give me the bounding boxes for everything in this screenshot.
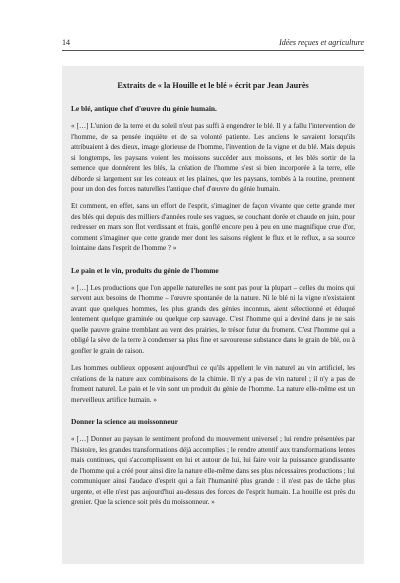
- section-heading-ble: Le blé, antique chef d'œuvre du génie humain.: [71, 104, 217, 114]
- excerpt-box: [62, 66, 364, 564]
- page-number: 14: [62, 38, 70, 47]
- running-header: [62, 38, 364, 51]
- section-heading-science: Donner la science au moissonneur: [71, 417, 179, 427]
- paragraph: « […] L'union de la terre et du soleil n'eut pas suffi à engendrer le blé. Il y a fallu l'intervention de l'homme, de sa pensée inquiète et de sa volonté patiente. Les anciens le savaient lorsqu'ils attribuaient à des dieux, image glorieuse de l'homme, l'invention de la vigne et du blé. Mais depuis si longtemps, les paysans voient les moissons succéder aux moissons, et les blés sortir de la semence que donnèrent les blés, la création de l'homme s'est si bien incorporée à la terre, elle déborde si largement sur les coteaux et les plaines, que les paysans, tombés à la routine, prennent pour un don des forces naturelles l'antique chef d'œuvre du génie humain.: [71, 122, 355, 193]
- paragraph: Les hommes oublieux opposent aujourd'hui ce qu'ils appellent le vin naturel au vin artificiel, les créations de la nature aux combinaisons de la chimie. Il n'y a pas de vin naturel ; il n'y a pas de froment naturel. Le pain et le vin sont un produit du génie de l'homme. La nature elle-même est un merveilleux artifice humain. »: [71, 364, 355, 404]
- box-title: Extraits de « la Houille et le blé » écrit par Jean Jaurès: [117, 81, 309, 90]
- paragraph: Et comment, en effet, sans un effort de l'esprit, s'imaginer de façon vivante que cette grande mer des blés qui depuis des milliers d'années roule ses vagues, se couchant dorée et chaude en juin, pour redresser en mars son flot verdissant et frais, gonflé encore peu à peu en une magnifique crue d'or, comment s'imaginer que cette grande mer dont les saisons règlent le flux et le reflux, a sa source lointaine dans l'esprit de l'homme ? »: [71, 202, 355, 253]
- running-title: Idées reçues et agriculture: [279, 38, 364, 47]
- paragraph: « […] Donner au paysan le sentiment profond du mouvement universel ; lui rendre présentées par l'histoire, les grandes transformations déjà accomplies ; le rendre attentif aux transformations lentes mais continues, qui s'accomplissent en lui et autour de lui, lui faire voir la puissance grandissante de l'homme qui a créé pour ainsi dire la nature elle-même dans ses plus nécessaires productions ; lui communiquer ainsi l'audace d'esprit qui a fait l'humanité plus grande : il n'est pas de tâche plus urgente, et elle n'est pas aujourd'hui au-dessus des forces de l'esprit humain. La houille est près du grenier. Que la science soit près du moissonneur. »: [71, 435, 355, 507]
- paragraph: « […] Les productions que l'on appelle naturelles ne sont pas pour la plupart – celles du moins qui servent aux besoins de l'homme – l'œuvre spontanée de la nature. Ni le blé ni la vigne n'existaient avant que quelques hommes, les plus grands des génies inconnus, aient sélectionné et éduqué lentement quelque graminée ou quelque cep sauvage. C'est l'homme qui a deviné dans je ne sais quelle pauvre graine tremblant au vent des prairies, le trésor futur du froment. C'est l'homme qui a obligé la sève de la terre à condenser sa plus fine et savoureuse substance dans le grain de blé, ou à gonfler le grain de raison.: [71, 283, 355, 355]
- section-heading-pain-vin: Le pain et le vin, produits du génie de l'homme: [71, 265, 219, 275]
